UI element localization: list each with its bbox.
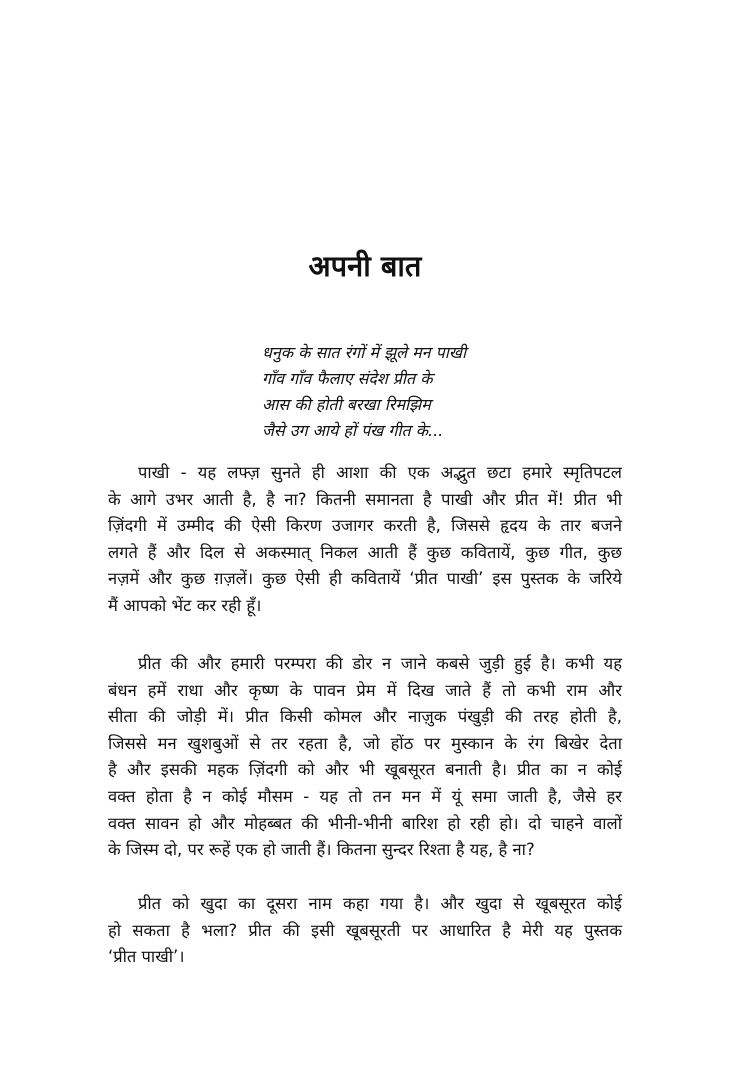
poem-line: धनुक के सात रंगों में झूले मन पाखी bbox=[262, 343, 467, 362]
poem-line: जैसे उग आये हों पंख गीत के... bbox=[262, 421, 444, 440]
text-line: नज़में और कुछ ग़ज़लें। कुछ ऐसी ही कवितायें ‘प्रीत पाखी’ इस पुस्तक के जरिये bbox=[108, 569, 622, 589]
text-line: जिससे मन खुशबुओं से तर रहता है, जो होंठ पर मुस्कान के रंग बिखेर देता bbox=[108, 733, 622, 753]
text-line: पाखी - यह लफ्ज़ सुनते ही आशा की एक अद्भुत छटा हमारे स्मृतिपटल bbox=[138, 463, 622, 482]
text-line: ‘प्रीत पाखी’। bbox=[108, 947, 185, 967]
text-line: के जिस्म दो, पर रूहें एक हो जाती हैं। कितना सुन्दर रिश्ता है यह, है ना? bbox=[108, 840, 535, 860]
text-line: प्रीत को खुदा का दूसरा नाम कहा गया है। और खुदा से खूबसूरत कोई bbox=[138, 894, 622, 913]
poem-line: गाँव गाँव फैलाए संदेश प्रीत के bbox=[262, 369, 433, 388]
text-line: हो सकता है भला? प्रीत की इसी खूबसूरती पर आधारित है मेरी यह पुस्तक bbox=[108, 920, 622, 940]
paragraph-1 bbox=[108, 460, 622, 620]
text-line: लगते हैं और दिल से अकस्मात् निकल आती हैं कुछ कवितायें, कुछ गीत, कुछ bbox=[108, 542, 622, 562]
page-title: अपनी बात bbox=[308, 249, 422, 283]
text-line: वक्त होता है न कोई मौसम - यह तो तन मन में यूं समा जाती है, जैसे हर bbox=[108, 786, 622, 806]
paragraph-2 bbox=[108, 651, 622, 864]
text-line: मैं आपको भेंट कर रही हूँ। bbox=[108, 595, 262, 615]
text-line: बंधन हमें राधा और कृष्ण के पावन प्रेम में दिख जाते हैं तो कभी राम और bbox=[108, 680, 622, 700]
text-line: वक्त सावन हो और मोहब्बत की भीनी-भीनी बारिश हो रही हो। दो चाहने वालों bbox=[108, 813, 622, 833]
text-line: प्रीत की और हमारी परम्परा की डोर न जाने कबसे जुड़ी हुई है। कभी यह bbox=[138, 654, 622, 673]
text-line: है और इसकी महक ज़िंदगी को और भी खूबसूरत बनाती है। प्रीत का न कोई bbox=[108, 760, 622, 780]
text-line: ज़िंदगी में उम्मीद की ऐसी किरण उजागर करती है, जिससे हृदय के तार बजने bbox=[108, 516, 622, 536]
paragraph-3 bbox=[108, 891, 622, 971]
poem bbox=[262, 340, 466, 444]
text-line: के आगे उभर आती है, है ना? कितनी समानता है पाखी और प्रीत में! प्रीत भी bbox=[108, 489, 622, 509]
text-line: सीता की जोड़ी में। प्रीत किसी कोमल और नाज़ुक पंखुड़ी की तरह होती है, bbox=[108, 707, 622, 727]
poem-line: आस की होती बरखा रिमझिम bbox=[262, 395, 431, 414]
